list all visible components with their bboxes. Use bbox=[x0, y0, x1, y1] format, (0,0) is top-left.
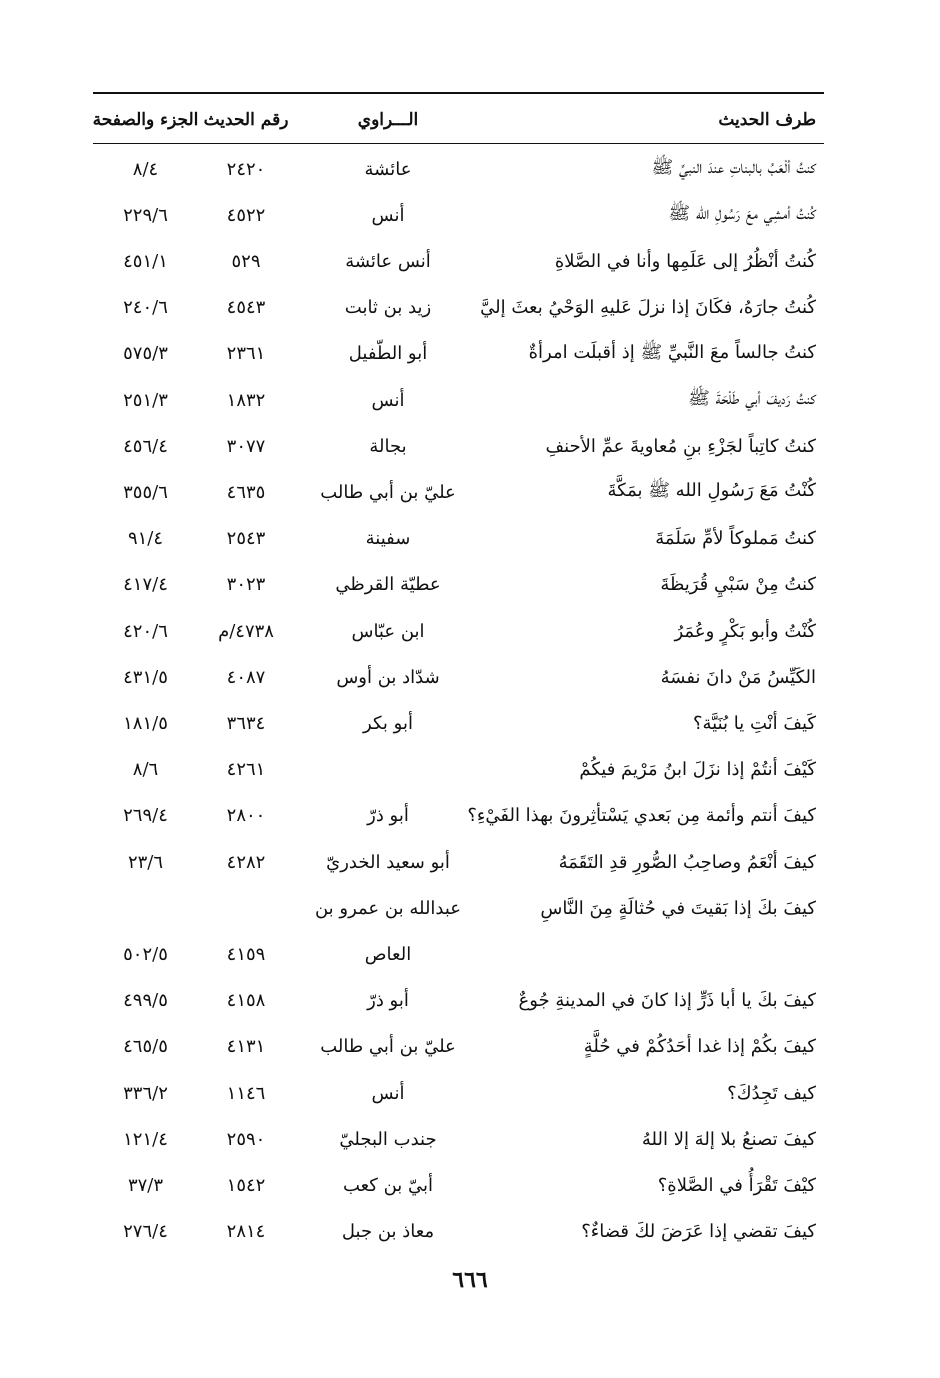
header-hadith-number: رقم الحديث bbox=[203, 110, 289, 130]
part-page: ٢٢٩/٦ bbox=[123, 204, 168, 226]
table-row bbox=[93, 885, 824, 931]
table-row bbox=[93, 1024, 824, 1070]
hadith-number: ٤٥٤٣ bbox=[226, 297, 266, 319]
narrator: أبو ذرّ bbox=[367, 990, 409, 1012]
narrator: أبو الطّفيل bbox=[348, 343, 428, 365]
hadith-text: كيفَ تصنعُ بلا إلهَ إلا اللهُ bbox=[641, 1128, 816, 1150]
part-page: ٣٣٦/٢ bbox=[123, 1082, 168, 1104]
narrator: عليّ بن أبي طالب bbox=[320, 1036, 456, 1058]
table-row bbox=[93, 1116, 824, 1162]
table-header bbox=[93, 98, 824, 142]
hadith-number: ٤٧٣٨/م bbox=[218, 620, 274, 642]
hadith-number: ١١٤٦ bbox=[226, 1082, 266, 1104]
narrator: معاذ بن جبل bbox=[341, 1221, 435, 1243]
table-row bbox=[93, 1162, 824, 1208]
table-row bbox=[93, 516, 824, 562]
hadith-text: الكَيِّسُ مَنْ دانَ نفسَهُ bbox=[660, 666, 816, 688]
hadith-number: ٤١٣١ bbox=[226, 1036, 266, 1058]
hadith-number: ٢٨١٤ bbox=[226, 1221, 266, 1243]
hadith-text: كيفَ بكَ يا أبا ذَرٍّ إذا كانَ في المدينةِ جُوعٌ bbox=[518, 990, 816, 1012]
table-row bbox=[93, 331, 824, 377]
part-page: ٢٧٦/٤ bbox=[123, 1221, 168, 1243]
table-row bbox=[93, 793, 824, 839]
part-page: ٨/٤ bbox=[132, 158, 159, 180]
hadith-text: كُنتُ أنْظُرُ إلى عَلَمِها وأنا في الصَّلاةِ bbox=[554, 250, 816, 272]
hadith-number: ٤١٥٩ bbox=[226, 943, 266, 965]
hadith-number: ٤٠٨٧ bbox=[226, 666, 266, 688]
table-row bbox=[93, 747, 824, 793]
hadith-text: كيْفَ تَقْرَأُ في الصَّلاةِ؟ bbox=[657, 1174, 816, 1196]
hadith-number: ٣٠٢٣ bbox=[226, 574, 266, 596]
hadith-number: ٤٥٢٢ bbox=[226, 204, 266, 226]
part-page: ٣٥٥/٦ bbox=[123, 481, 168, 503]
narrator: أنس bbox=[371, 204, 405, 226]
narrator: بجالة bbox=[369, 435, 407, 457]
hadith-text: كُنتُ أمشِي معَ رَسُولِ الله ﷺ bbox=[668, 203, 816, 225]
table-row bbox=[93, 423, 824, 469]
narrator: أنس bbox=[371, 389, 405, 411]
hadith-number: ٢٨٠٠ bbox=[226, 805, 266, 827]
hadith-number: ٤١٥٨ bbox=[226, 990, 266, 1012]
header-hadith-text: طرف الحديث bbox=[718, 110, 816, 130]
part-page: ١٨١/٥ bbox=[123, 712, 168, 734]
hadith-number: ٤٢٨٢ bbox=[226, 851, 266, 873]
table-row bbox=[93, 1209, 824, 1255]
hadith-number: ٤٦٣٥ bbox=[226, 481, 266, 503]
table-row bbox=[93, 1070, 824, 1116]
hadith-number: ٢٣٦١ bbox=[226, 343, 266, 365]
hadith-number: ٢٤٢٠ bbox=[226, 158, 266, 180]
narrator: أنس bbox=[371, 1082, 405, 1104]
table-row bbox=[93, 238, 824, 284]
hadith-text: كنتُ كاتِباً لجَزْءِ بنِ مُعاويةَ عمِّ الأحنفِ bbox=[545, 435, 816, 457]
hadith-text: كنتُ مِنْ سَبْيِ قُرَيظَةَ bbox=[660, 574, 816, 596]
hadith-number: ٣٠٧٧ bbox=[226, 435, 266, 457]
table-row bbox=[93, 978, 824, 1024]
top-rule bbox=[93, 92, 824, 94]
table-row bbox=[93, 654, 824, 700]
table-row bbox=[93, 839, 824, 885]
narrator: عائشة bbox=[364, 158, 412, 180]
hadith-text bbox=[486, 931, 816, 977]
part-page: ٢٣/٦ bbox=[127, 851, 164, 873]
narrator: العاص bbox=[364, 943, 412, 965]
table-row bbox=[93, 377, 824, 423]
hadith-text: كيفَ أنْعَمُ وصاحِبُ الصُّورِ قدِ التَقَمَهُ bbox=[558, 851, 816, 873]
header-rule bbox=[93, 143, 824, 144]
hadith-text: كيفَ أنتم وأئمة مِن بَعدي يَسْتأثِرونَ بهذا الفَيْءِ؟ bbox=[467, 805, 816, 827]
header-narrator: الـــراوي bbox=[357, 110, 419, 130]
hadith-text: كنتُ ألْعَبُ بالبناتِ عندَ النبيِّ ﷺ bbox=[651, 157, 816, 178]
hadith-number: ٢٥٤٣ bbox=[226, 528, 266, 550]
table-row bbox=[93, 931, 824, 977]
narrator: سفينة bbox=[365, 528, 411, 550]
header-part-page: الجزء والصفحة bbox=[92, 110, 199, 130]
hadith-text: كنتُ رَديفَ أبي طَلْحَةَ ﷺ bbox=[688, 388, 816, 409]
narrator: أبيّ بن كعب bbox=[342, 1174, 434, 1196]
page-number: ٦٦٦ bbox=[452, 1267, 488, 1293]
hadith-text: كيف تَجِدُكَ؟ bbox=[727, 1082, 816, 1104]
table-row bbox=[93, 285, 824, 331]
hadith-number: ٣٦٣٤ bbox=[226, 712, 266, 734]
part-page bbox=[93, 885, 198, 931]
hadith-text: كيفَ بكَ إذا بَقيتَ في حُثالَةٍ مِنَ النَّاسِ bbox=[540, 897, 816, 919]
part-page: ٩١/٤ bbox=[127, 528, 164, 550]
narrator: أبو سعيد الخدريّ bbox=[326, 851, 450, 873]
hadith-text: كُنْتُ مَعَ رَسُولِ الله ﷺ بمَكَّةَ bbox=[607, 480, 816, 502]
table-row bbox=[93, 608, 824, 654]
narrator: عليّ بن أبي طالب bbox=[320, 481, 456, 503]
narrator: ابن عبّاس bbox=[351, 620, 425, 642]
narrator: أنس عائشة bbox=[345, 250, 431, 272]
narrator: شدّاد بن أوس bbox=[336, 666, 440, 688]
part-page: ٤٥١/١ bbox=[123, 250, 168, 272]
narrator: أبو بكر bbox=[363, 712, 413, 734]
narrator bbox=[288, 747, 488, 793]
hadith-number: ٤٢٦١ bbox=[226, 759, 266, 781]
hadith-text: كنتُ مَملوكاً لأمِّ سَلَمَةَ bbox=[655, 528, 816, 550]
narrator: عطيّة القرظي bbox=[335, 574, 441, 596]
hadith-number: ١٨٣٢ bbox=[226, 389, 266, 411]
part-page: ٤٥٦/٤ bbox=[123, 435, 168, 457]
hadith-number: ٢٥٩٠ bbox=[226, 1128, 266, 1150]
part-page: ٤٦٥/٥ bbox=[123, 1036, 168, 1058]
hadith-number: ١٥٤٢ bbox=[226, 1174, 266, 1196]
narrator: جندب البجليّ bbox=[339, 1128, 437, 1150]
table-row bbox=[93, 700, 824, 746]
hadith-text: كَيْفَ أنتُمْ إذا نزَلَ ابنُ مَرْيمَ فيكُمْ bbox=[579, 759, 816, 781]
part-page: ٤٢٠/٦ bbox=[123, 620, 168, 642]
part-page: ٥٠٢/٥ bbox=[123, 943, 168, 965]
hadith-text: كيفَ بكُمْ إذا غدا أحَدُكُمْ في حُلَّةٍ bbox=[583, 1036, 816, 1058]
narrator: أبو ذرّ bbox=[367, 805, 409, 827]
part-page: ٤١٧/٤ bbox=[123, 574, 168, 596]
part-page: ٣٧/٣ bbox=[127, 1174, 164, 1196]
part-page: ٨/٦ bbox=[132, 759, 159, 781]
hadith-text: كُنْتُ وأبو بَكْرٍ وعُمَرُ bbox=[674, 620, 816, 642]
part-page: ٢٦٩/٤ bbox=[123, 805, 168, 827]
table-row bbox=[93, 146, 824, 192]
part-page: ٢٤٠/٦ bbox=[123, 297, 168, 319]
part-page: ٥٧٥/٣ bbox=[123, 343, 168, 365]
table-row bbox=[93, 469, 824, 515]
hadith-text: كيفَ تقضي إذا عَرَضَ لكَ قضاءٌ؟ bbox=[581, 1221, 816, 1243]
hadith-number bbox=[201, 885, 291, 931]
narrator: زيد بن ثابت bbox=[344, 297, 432, 319]
hadith-text: كُنتُ جارَهُ، فكَانَ إذا نزلَ عَليهِ الوَحْيُ بعثَ إليَّ bbox=[480, 297, 816, 319]
table-row bbox=[93, 562, 824, 608]
part-page: ١٢١/٤ bbox=[123, 1128, 168, 1150]
part-page: ٢٥١/٣ bbox=[123, 389, 168, 411]
narrator: عبدالله بن عمرو بن bbox=[314, 897, 462, 919]
hadith-number: ٥٢٩ bbox=[231, 250, 261, 272]
hadith-text: كَيفَ أنْتِ يا بُنَيَّة؟ bbox=[692, 712, 816, 734]
part-page: ٤٩٩/٥ bbox=[123, 990, 168, 1012]
hadith-text: كنتُ جالساً معَ النَّبيِّ ﷺ إذ أقبلَت امرأةٌ bbox=[528, 341, 816, 363]
part-page: ٤٣١/٥ bbox=[123, 666, 168, 688]
table-row bbox=[93, 192, 824, 238]
